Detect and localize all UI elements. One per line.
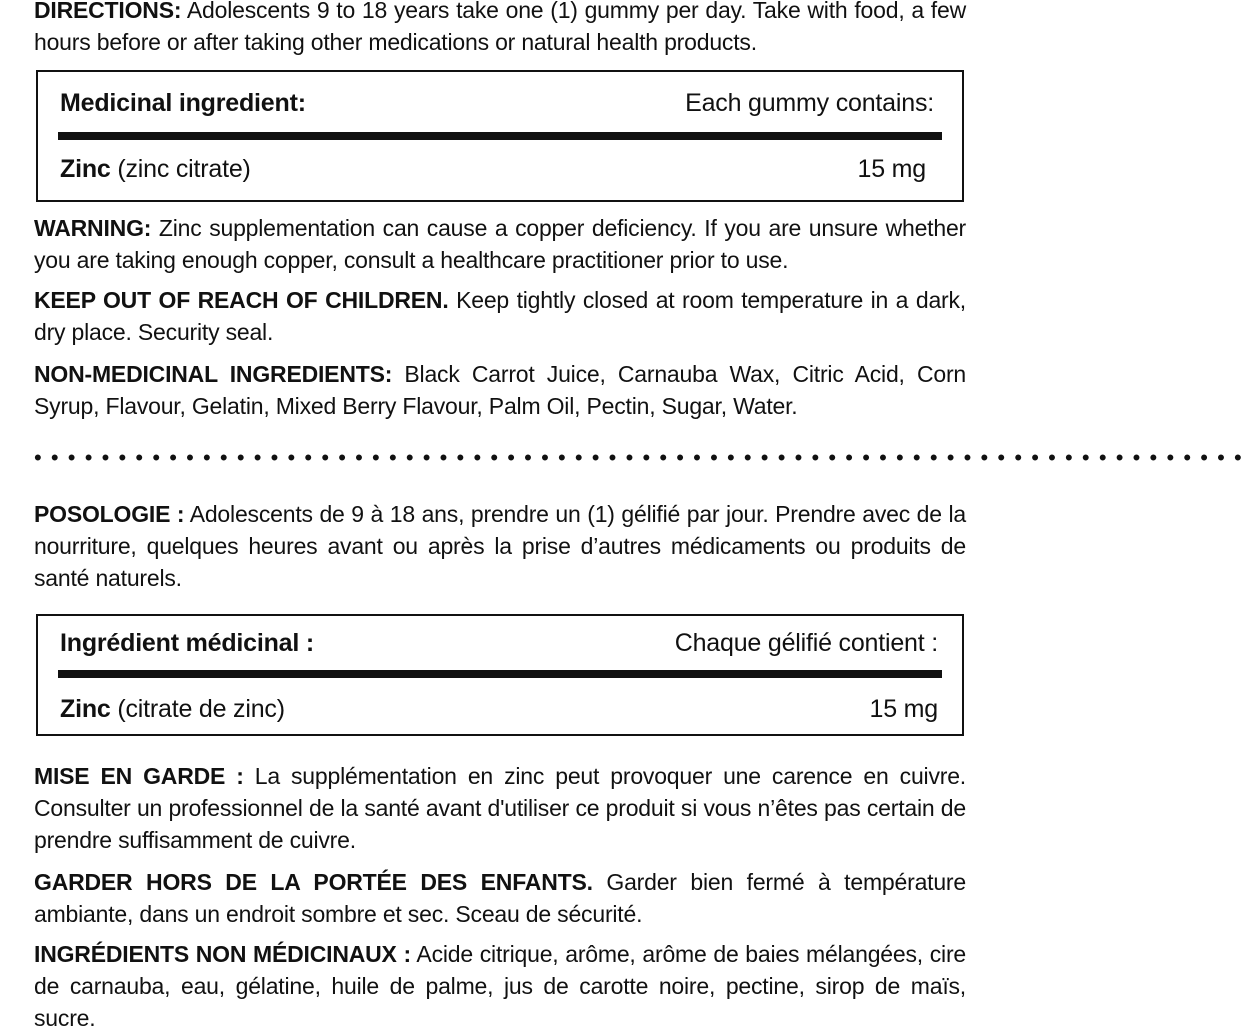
- warning-paragraph: [34, 212, 966, 276]
- mise-en-garde-text: La supplémentation en zinc peut provoquer une carence en cuivre. Consulter un professionnel de la santé avant d'utiliser ce produit si vous n’êtes pas certain de prendre suffisamment de cuivre.: [34, 763, 966, 853]
- ingredient-detail-fr: (citrate de zinc): [110, 695, 285, 723]
- non-medicinal-heading: NON-MEDICINAL INGREDIENTS:: [34, 361, 393, 387]
- garder-heading: GARDER HORS DE LA PORTÉE DES ENFANTS.: [34, 869, 593, 895]
- non-medicinaux-paragraph: [34, 938, 966, 1034]
- ingredient-name-fr: Zinc: [60, 695, 111, 723]
- keep-out-paragraph: [34, 284, 966, 348]
- posologie-text: Adolescents de 9 à 18 ans, prendre un (1) gélifié par jour. Prendre avec de la nourriture, quelques heures avant ou après la prise d’autres médicaments ou produits de santé naturels.: [34, 501, 966, 591]
- ingredient-medicinal-label: Ingrédient médicinal :: [60, 629, 314, 657]
- ingredient-name: Zinc: [60, 155, 111, 183]
- ingredient-cell: [60, 153, 251, 185]
- directions-paragraph: [34, 0, 966, 58]
- garder-paragraph: [34, 866, 966, 930]
- mise-en-garde-paragraph: [34, 760, 966, 856]
- keep-out-heading: KEEP OUT OF REACH OF CHILDREN.: [34, 287, 449, 313]
- table-header-fr: [60, 626, 938, 660]
- ingredient-medicinal-table: [36, 614, 964, 736]
- ingredient-amount: 15 mg: [857, 155, 926, 183]
- medicinal-ingredient-label: Medicinal ingredient:: [60, 89, 306, 117]
- table-header: [60, 86, 934, 120]
- each-gummy-contains-label: Each gummy contains:: [685, 89, 934, 117]
- ingredient-detail: (zinc citrate): [110, 155, 251, 183]
- keep-out-text: Keep tightly closed at room temperature in a dark, dry place. Security seal.: [34, 287, 966, 345]
- medicinal-ingredient-table: [36, 70, 964, 202]
- garder-text: Garder bien fermé à température ambiante, dans un endroit sombre et sec. Sceau de sécurité.: [34, 869, 966, 927]
- table-row-fr: [60, 692, 938, 726]
- directions-text: Adolescents 9 to 18 years take one (1) gummy per day. Take with food, a few hours before or after taking other medications or natural health products.: [34, 0, 966, 55]
- non-medicinaux-heading: INGRÉDIENTS NON MÉDICINAUX :: [34, 941, 411, 967]
- non-medicinal-paragraph: [34, 358, 966, 422]
- non-medicinal-text: Black Carrot Juice, Carnauba Wax, Citric Acid, Corn Syrup, Flavour, Gelatin, Mixed Berry Flavour, Palm Oil, Pectin, Sugar, Water.: [34, 361, 966, 419]
- ingredient-cell-fr: [60, 693, 285, 725]
- ingredient-amount-fr: 15 mg: [869, 695, 938, 723]
- non-medicinaux-text: Acide citrique, arôme, arôme de baies mélangées, cire de carnauba, eau, gélatine, huile de palme, jus de carotte noire, pectine, sirop de maïs, sucre.: [34, 941, 966, 1031]
- mise-en-garde-heading: MISE EN GARDE :: [34, 763, 244, 789]
- table-header-rule: [58, 132, 942, 140]
- warning-text: Zinc supplementation can cause a copper deficiency. If you are unsure whether you are taking enough copper, consult a healthcare practitioner prior to use.: [34, 215, 966, 273]
- dotted-divider: ••••••••••••••••••••••••••••••••••••••••••••••••••••••••••••••••••••••••: [34, 445, 1251, 470]
- posologie-paragraph: [34, 498, 966, 594]
- table-header-rule-fr: [58, 670, 942, 678]
- warning-heading: WARNING:: [34, 215, 152, 241]
- directions-heading: DIRECTIONS:: [34, 0, 182, 23]
- posologie-heading: POSOLOGIE :: [34, 501, 185, 527]
- chaque-gelifie-contient-label: Chaque gélifié contient :: [674, 629, 938, 657]
- table-row: [60, 152, 926, 186]
